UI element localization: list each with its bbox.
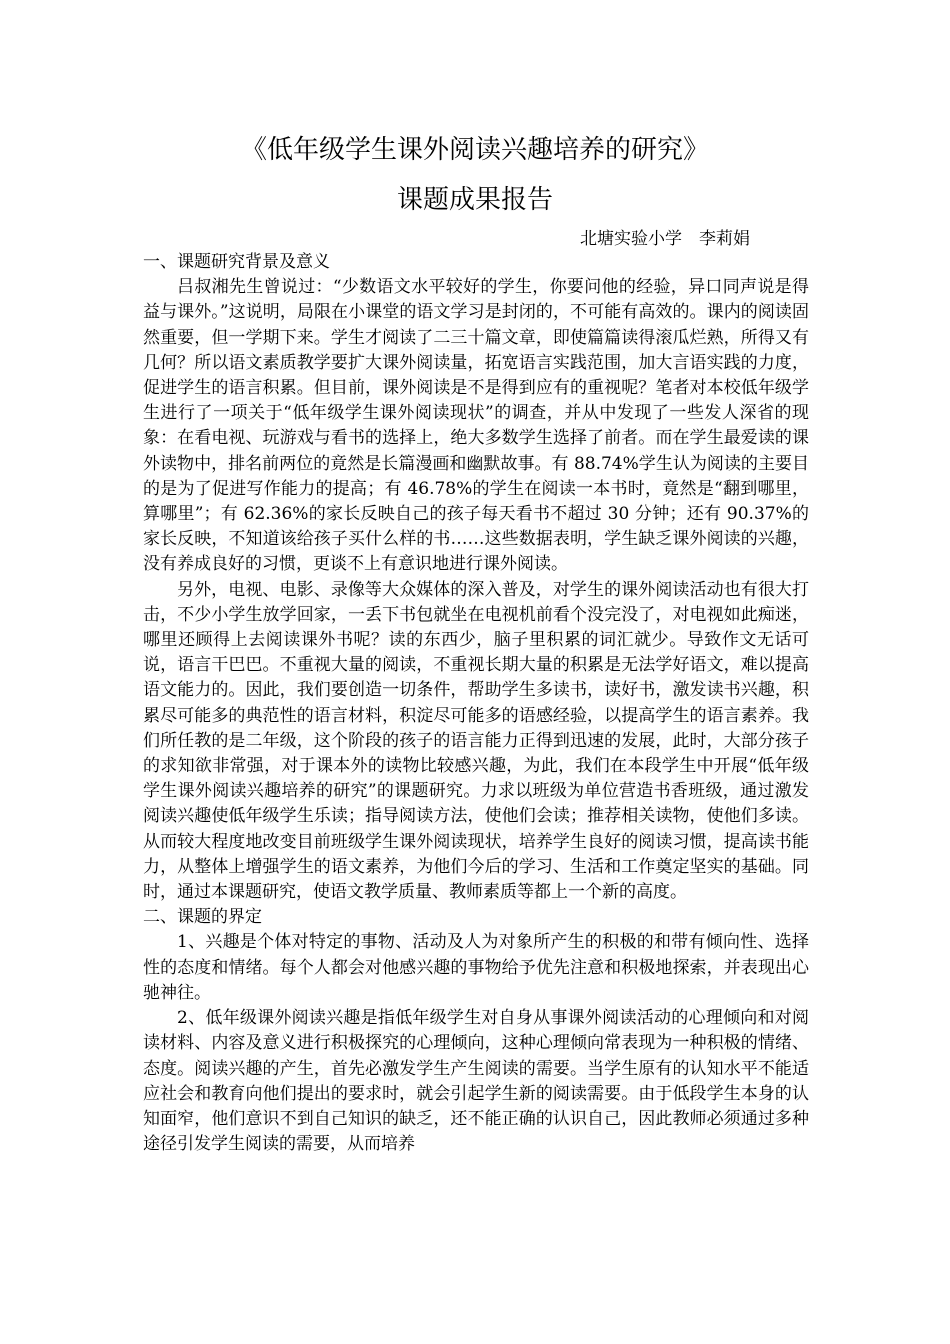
document-subtitle: 课题成果报告 bbox=[396, 185, 553, 215]
author-byline: 北塘实验小学 李莉娟 bbox=[580, 229, 750, 249]
document-body bbox=[143, 250, 809, 1157]
section-heading-definition: 二、课题的界定 bbox=[143, 907, 262, 928]
paragraph-definition-2: 2、低年级课外阅读兴趣是指低年级学生对自身从事课外阅读活动的心理倾向和对阅读材料、内容及意义进行积极探究的心理倾向，这种心理倾向常表现为一种积极的情绪、态度。阅读兴趣的产生，首先必激发学生产生阅读的需要。当学生原有的认知水平不能适应社会和教育向他们提出的要求时，就会引起学生新的阅读需要。由于低段学生本身的认知面窄，他们意识不到自己知识的缺乏，还不能正确的认识自己，因此教师必须通过多种途径引发学生阅读的需要，从而培养 bbox=[143, 1008, 809, 1155]
section-heading-background: 一、课题研究背景及意义 bbox=[143, 252, 330, 272]
paragraph-background-2: 另外，电视、电影、录像等大众媒体的深入普及，对学生的课外阅读活动也有很大打击，不少小学生放学回家，一丢下书包就坐在电视机前看个没完没了，对电视如此痴迷，哪里还顾得上去阅读课外书呢？读的东西少，脑子里积累的词汇就少。导致作文无话可说，语言干巴巴。不重视大量的阅读，不重视长期大量的积累是无法学好语文，难以提高语文能力的。因此，我们要创造一切条件，帮助学生多读书，读好书，激发读书兴趣，积累尽可能多的典范性的语言材料，积淀尽可能多的语感经验，以提高学生的语言素养。我们所任教的是二年级，这个阶段的孩子的语言能力正得到迅速的发展，此时，大部分孩子的求知欲非常强，对于课本外的读物比较感兴趣，为此，我们在本段学生中开展“低年级学生课外阅读兴趣培养的研究”的课题研究。力求以班级为单位营造书香班级，通过激发阅读兴趣使低年级学生乐读；指导阅读方法，使他们会读；推荐相关读物，使他们多读。从而较大程度地改变目前班级学生课外阅读现状，培养学生良好的阅读习惯，提高读书能力，从整体上增强学生的语文素养，为他们今后的学习、生活和工作奠定坚实的基础。同时，通过本课题研究，使语文教学质量、教师素质等都上一个新的高度。 bbox=[143, 579, 809, 903]
document-title: 《低年级学生课外阅读兴趣培养的研究》 bbox=[240, 135, 709, 165]
paragraph-background-1: 吕叔湘先生曾说过：“少数语文水平较好的学生，你要问他的经验，异口同声说是得益与课外。”这说明，局限在小课堂的语文学习是封闭的，不可能有高效的。课内的阅读固然重要，但一学期下来。学生才阅读了二三十篇文章，即使篇篇读得滚瓜烂熟，所得又有几何？所以语文素质教学要扩大课外阅读量，拓宽语言实践范围，加大言语实践的力度，促进学生的语言积累。但目前，课外阅读是不是得到应有的重视呢？笔者对本校低年级学生进行了一项关于“低年级学生课外阅读现状”的调查，并从中发现了一些发人深省的现象：在看电视、玩游戏与看书的选择上，绝大多数学生选择了前者。而在学生最爱读的课外读物中，排名前两位的竟然是长篇漫画和幽默故事。有 88.74%学生认为阅读的主要目的是为了促进写作能力的提高；有 46.78%的学生在阅读一本书时，竟然是“翻到哪里，算哪里”；有 62.36%的家长反映自己的孩子每天看书不超过 30 分钟；还有 90.37%的家长反映，不知道该给孩子买什么样的书……这些数据表明，学生缺乏课外阅读的兴趣，没有养成良好的习惯，更谈不上有意识地进行课外阅读。 bbox=[143, 277, 809, 575]
paragraph-definition-1: 1、兴趣是个体对特定的事物、活动及人为对象所产生的积极的和带有倾向性、选择性的态度和情绪。每个人都会对他感兴趣的事物给予优先注意和积极地探索，并表现出心驰神往。 bbox=[143, 932, 809, 1003]
